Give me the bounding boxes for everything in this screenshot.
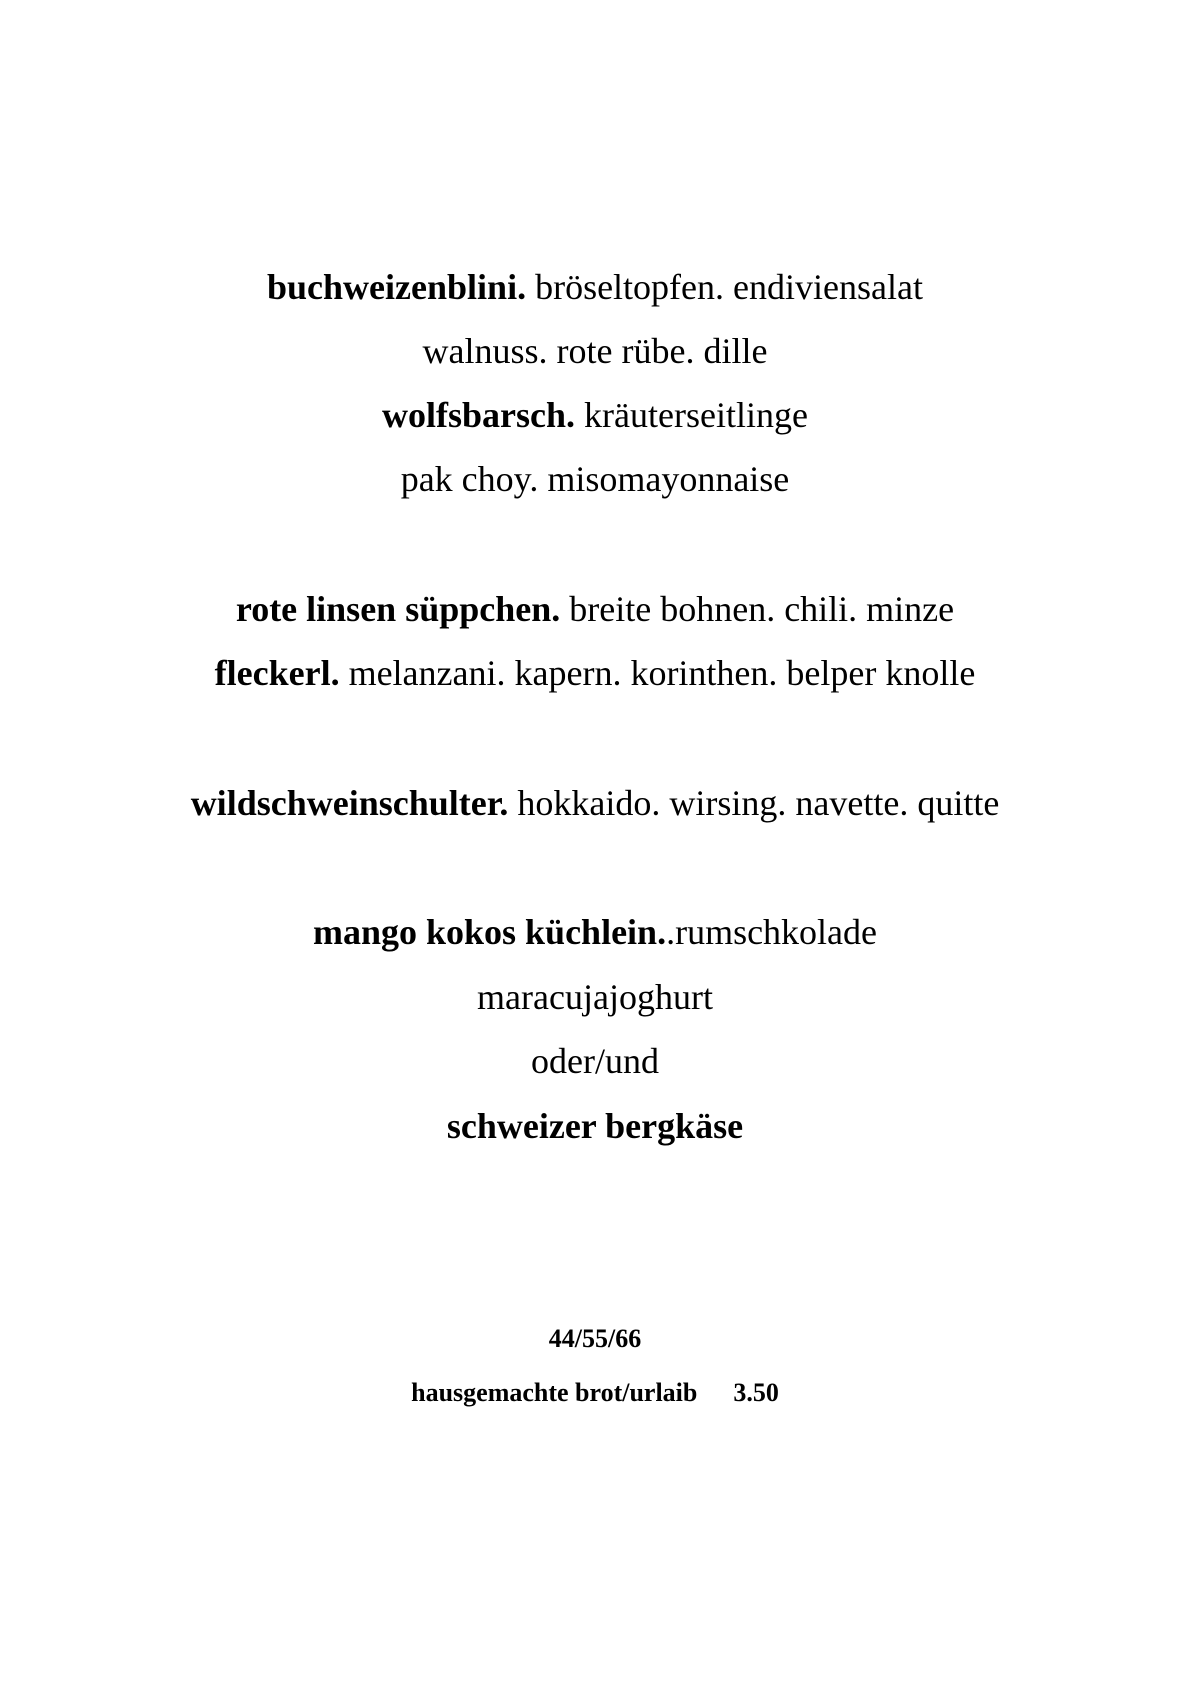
menu-line bbox=[0, 910, 1190, 954]
menu-line bbox=[0, 457, 1190, 501]
menu-line bbox=[0, 975, 1190, 1019]
menu-line bbox=[0, 781, 1190, 825]
menu-line bbox=[0, 329, 1190, 373]
dish-name: fleckerl. bbox=[214, 653, 340, 693]
dish-description: oder/und bbox=[531, 1041, 659, 1081]
bread-label: hausgemachte brot/urlaib bbox=[411, 1378, 698, 1407]
dish-description: pak choy. misomayonnaise bbox=[400, 459, 790, 499]
dish-description: hokkaido. wirsing. navette. quitte bbox=[508, 783, 1000, 823]
menu-line bbox=[0, 651, 1190, 695]
dish-description: walnuss. rote rübe. dille bbox=[422, 331, 768, 371]
menu-line bbox=[0, 1104, 1190, 1148]
bread-line bbox=[0, 1377, 1190, 1409]
dish-name: wildschweinschulter. bbox=[190, 783, 509, 823]
menu-line bbox=[0, 265, 1190, 309]
dish-description: bröseltopfen. endiviensalat bbox=[526, 267, 923, 307]
menu-prices: 44/55/66 bbox=[548, 1324, 642, 1353]
price-list bbox=[0, 1323, 1190, 1355]
dish-description: breite bohnen. chili. minze bbox=[560, 589, 955, 629]
dish-name: mango kokos küchlein. bbox=[312, 912, 667, 952]
dish-name: schweizer bergkäse bbox=[446, 1106, 744, 1146]
dish-description: melanzani. kapern. korinthen. belper knolle bbox=[339, 653, 976, 693]
dish-name: wolfsbarsch. bbox=[382, 395, 576, 435]
menu-line bbox=[0, 587, 1190, 631]
dish-name: rote linsen süppchen. bbox=[235, 589, 561, 629]
menu-line bbox=[0, 393, 1190, 437]
dish-description: .rumschkolade bbox=[666, 912, 878, 952]
dish-name: buchweizenblini. bbox=[267, 267, 527, 307]
menu-line bbox=[0, 1039, 1190, 1083]
dish-description: maracujajoghurt bbox=[477, 977, 713, 1017]
dish-description: kräuterseitlinge bbox=[575, 395, 808, 435]
bread-price: 3.50 bbox=[733, 1378, 779, 1407]
